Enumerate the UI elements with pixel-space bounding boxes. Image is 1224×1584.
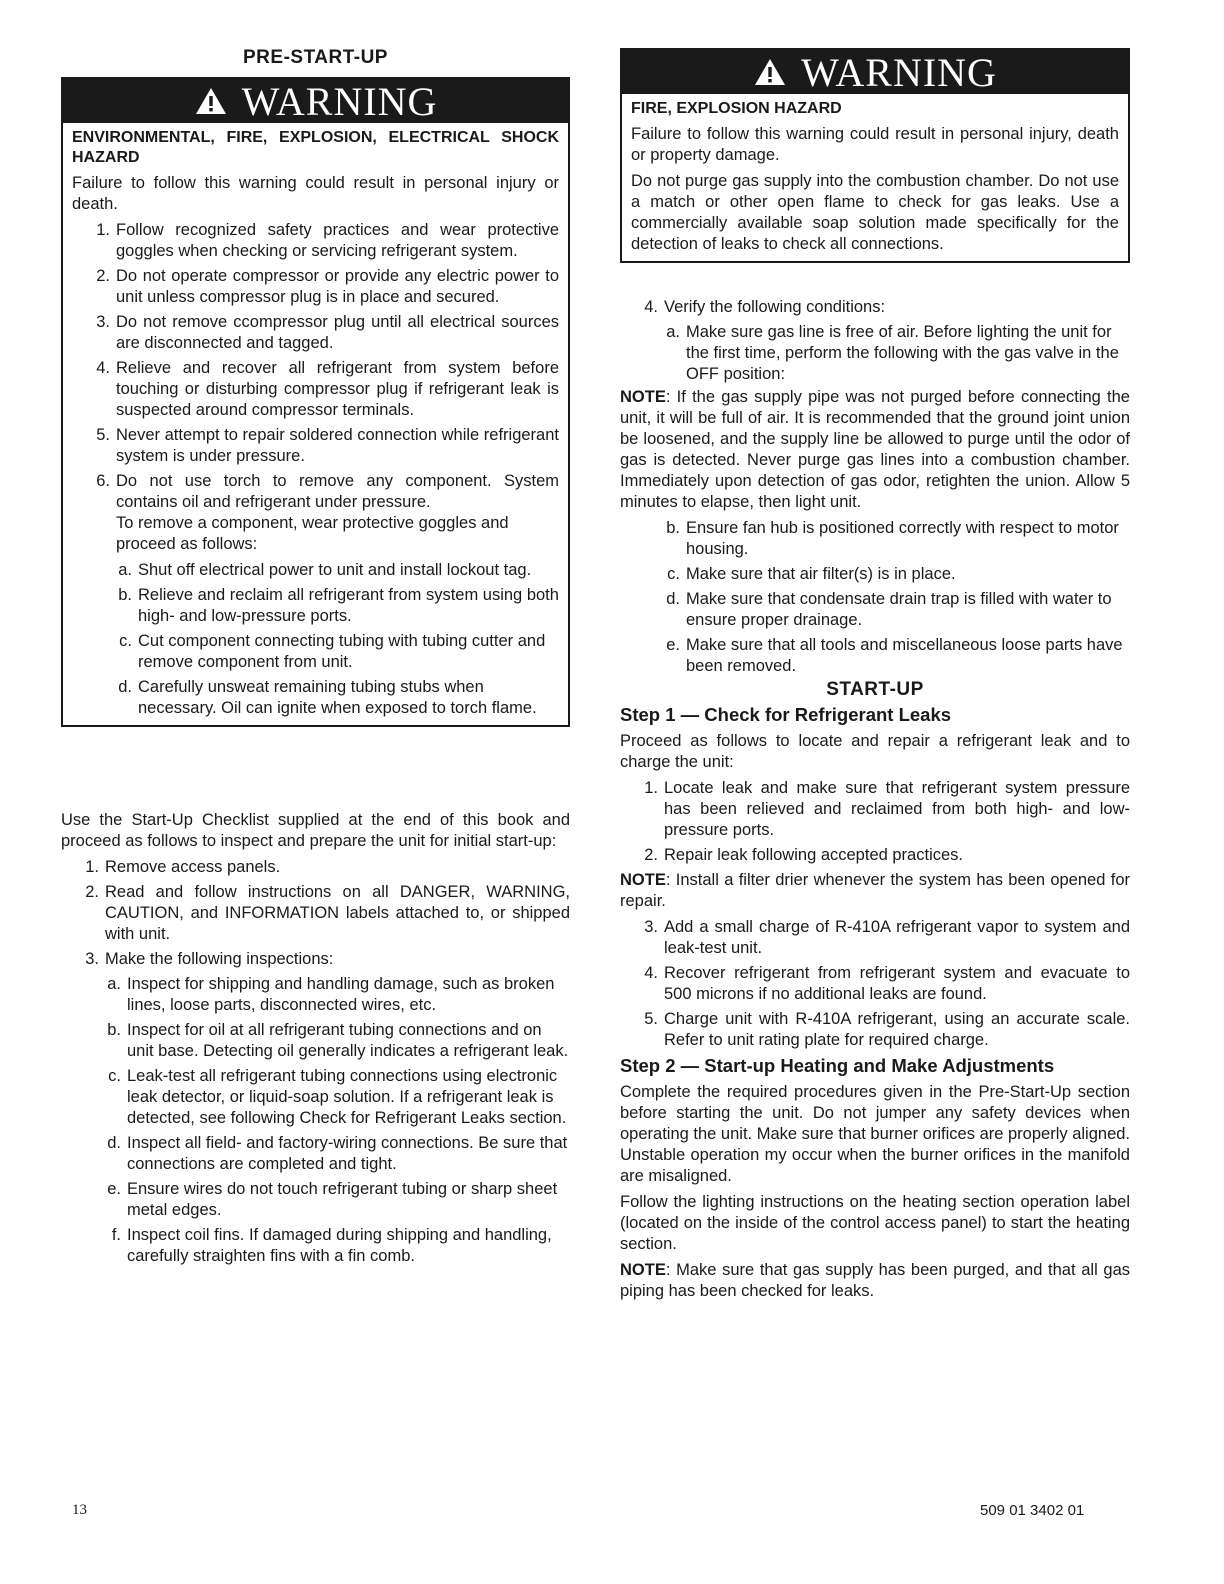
condition-item: e. Make sure that all tools and miscellaneous loose parts have been removed.: [666, 636, 1123, 675]
inspection-item: f. Inspect coil fins. If damaged during shipping and handling, carefully straighten fins with a fin comb.: [111, 1226, 552, 1265]
warning-subitem: b. Relieve and reclaim all refrigerant from system using both high- and low-pressure ports.: [118, 586, 559, 625]
warning-subitem: a. Shut off electrical power to unit and install lockout tag.: [118, 561, 532, 579]
note: NOTE: Make sure that gas supply has been purged, and that all gas piping has been checked for leaks.: [620, 1261, 1130, 1300]
warning-triangle-icon: [753, 57, 787, 87]
procedure-intro: Use the Start-Up Checklist supplied at the end of this book and proceed as follows to inspect and prepare the unit for initial start-up:: [61, 811, 570, 850]
warning-box-fire: [620, 48, 1130, 263]
procedure-step: 4. Verify the following conditions:: [644, 298, 886, 316]
step-1-heading: Step 1 — Check for Refrigerant Leaks: [620, 704, 952, 725]
warning-banner: [63, 79, 568, 123]
inspection-item: c. Leak-test all refrigerant tubing connections using electronic leak detector, or liquid-soap solution. If a refrigerant leak is detected, see following Check for Refrigerant Leaks section.: [108, 1067, 567, 1127]
inspection-item: e. Ensure wires do not touch refrigerant tubing or sharp sheet metal edges.: [107, 1180, 558, 1219]
document-number: 509 01 3402 01: [980, 1502, 1085, 1519]
warning-item: 6. Do not use torch to remove any component. System contains oil and refrigerant under pressure.: [96, 472, 559, 511]
inspection-item: a. Inspect for shipping and handling damage, such as broken lines, loose parts, disconnected wires, etc.: [107, 975, 555, 1014]
note-label: NOTE: [620, 388, 666, 406]
warning-item: 2. Do not operate compressor or provide any electric power to unit unless compressor plug is in place and secured.: [96, 267, 559, 306]
pre-start-up-procedure: [61, 810, 570, 1271]
warning-paragraph: Do not purge gas supply into the combustion chamber. Do not use a match or other open flame to check for gas leaks. Use a commercially available soap solution made specifically for the detection of leaks to check all connections.: [631, 172, 1119, 253]
warning-item: 1. Follow recognized safety practices and wear protective goggles when checking or servicing refrigerant system.: [96, 221, 559, 260]
section-title-start-up: START-UP: [826, 679, 924, 700]
warning-title: WARNING: [801, 49, 997, 95]
leak-step: 4. Recover refrigerant from refrigerant system and evacuate to 500 microns if no additional leaks are found.: [644, 964, 1130, 1003]
warning-item: 4. Relieve and recover all refrigerant from system before touching or disturbing compressor plug if refrigerant leak is suspected around compressor terminals.: [96, 359, 559, 419]
procedure-step: 2. Read and follow instructions on all DANGER, WARNING, CAUTION, and INFORMATION labels attached to, or shipped with unit.: [85, 883, 570, 943]
leak-step: 3. Add a small charge of R-410A refrigerant vapor to system and leak-test unit.: [644, 918, 1130, 957]
warning-subitem: d. Carefully unsweat remaining tubing stubs when necessary. Oil can ignite when exposed to torch flame.: [118, 678, 537, 717]
procedure-step: 1. Remove access panels.: [85, 858, 281, 876]
note: NOTE: If the gas supply pipe was not purged before connecting the unit, it will be full of air. It is recommended that the ground joint union be loosened, and the supply line be allowed to purge until the odor of gas is detected. Never purge gas lines into a combustion chamber. Immediately upon detection of gas odor, retighten the union. Allow 5 minutes to elapse, then light unit.: [620, 388, 1130, 511]
step-1-intro: Proceed as follows to locate and repair a refrigerant leak and to charge the unit:: [620, 732, 1130, 771]
warning-box-electrical: [61, 77, 570, 727]
step-2-heading: Step 2 — Start-up Heating and Make Adjustments: [620, 1055, 1055, 1076]
section-title-pre-start-up: PRE-START-UP: [243, 47, 388, 68]
condition-item: a. Make sure gas line is free of air. Before lighting the unit for the first time, perform the following with the gas valve in the OFF position:: [666, 323, 1119, 383]
hazard-heading: ENVIRONMENTAL, FIRE, EXPLOSION, ELECTRICAL SHOCK HAZARD: [72, 129, 559, 166]
condition-item: b. Ensure fan hub is positioned correctly with respect to motor housing.: [666, 519, 1119, 558]
leak-step: 5. Charge unit with R-410A refrigerant, using an accurate scale. Refer to unit rating plate for required charge.: [644, 1010, 1130, 1049]
warning-banner: [622, 50, 1128, 94]
warning-triangle-icon: [194, 86, 228, 116]
step-2-paragraph: Follow the lighting instructions on the heating section operation label (located on the inside of the control access panel) to start the heating section.: [620, 1193, 1130, 1253]
warning-item-6-continuation: To remove a component, wear protective goggles and proceed as follows:: [116, 514, 509, 553]
inspection-item: d. Inspect all field- and factory-wiring connections. Be sure that connections are completed and tight.: [107, 1134, 568, 1173]
page-number: 13: [72, 1502, 87, 1518]
procedure-step: 3. Make the following inspections:: [85, 950, 334, 968]
inspection-item: b. Inspect for oil at all refrigerant tubing connections and on unit base. Detecting oil generally indicates a refrigerant leak.: [107, 1021, 569, 1060]
condition-item: c. Make sure that air filter(s) is in place.: [667, 565, 956, 583]
leak-step: 2. Repair leak following accepted practices.: [644, 846, 963, 864]
warning-item: 5. Never attempt to repair soldered connection while refrigerant system is under pressure.: [96, 426, 559, 465]
hazard-heading: FIRE, EXPLOSION HAZARD: [631, 100, 842, 117]
leak-step: 1. Locate leak and make sure that refrigerant system pressure has been relieved and reclaimed from both high- and low-pressure ports.: [644, 779, 1130, 839]
note-label: NOTE: [620, 1261, 666, 1279]
warning-paragraph: Failure to follow this warning could result in personal injury, death or property damage.: [631, 125, 1119, 164]
condition-item: d. Make sure that condensate drain trap is filled with water to ensure proper drainage.: [666, 590, 1112, 629]
warning-item: 3. Do not remove ccompressor plug until all electrical sources are disconnected and tagged.: [96, 313, 559, 352]
note-label: NOTE: [620, 871, 666, 889]
step-2-paragraph: Complete the required procedures given in the Pre-Start-Up section before starting the unit. Do not jumper any safety devices when operating the unit. Make sure that burner orifices are properly aligned. Unstable operation my occur when the burner orifices in the manifold are misaligned.: [620, 1083, 1130, 1185]
warning-intro: Failure to follow this warning could result in personal injury or death.: [72, 174, 559, 213]
warning-title: WARNING: [241, 78, 438, 124]
start-up-procedure: [620, 297, 1130, 1307]
warning-subitem: c. Cut component connecting tubing with tubing cutter and remove component from unit.: [119, 632, 546, 671]
note: NOTE: Install a filter drier whenever the system has been opened for repair.: [620, 871, 1130, 910]
